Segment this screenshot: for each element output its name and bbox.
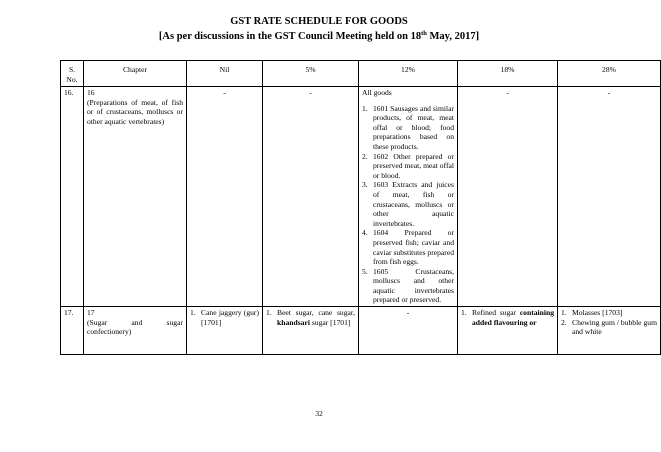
header-18-percent: 18%	[458, 61, 558, 87]
list-item: 1. Cane jaggery (gur) [1701]	[190, 308, 259, 327]
row16-12-percent	[359, 87, 458, 307]
row17-sno: 17.	[61, 307, 84, 355]
row16-5-percent: -	[263, 87, 359, 307]
row17-chapter-number: 17	[87, 308, 95, 318]
row17-chapter-description: (Sugar and sugar confectionery)	[87, 317, 183, 337]
row16-chapter-description: (Preparations of meat, of fish or of crustaceans, molluscs or other aquatic vertebrates)	[87, 97, 183, 126]
row17-5-percent	[263, 307, 359, 355]
header-sno: S. No.	[61, 61, 84, 87]
row16-18-percent: -	[458, 87, 558, 307]
subtitle-text-end: May, 2017]	[426, 31, 480, 42]
list-item: 4. 1604 Prepared or preserved fish; caviar and caviar substitutes prepared from fish eggs.	[362, 228, 454, 267]
list-item: 2. Chewing gum / bubble gum and white	[561, 317, 657, 337]
header-28-percent: 28%	[558, 61, 661, 87]
list-item: 1. Refined sugar containing added flavouring or	[461, 308, 554, 327]
row16-sno: 16.	[61, 87, 84, 307]
list-item: 1. Beet sugar, cane sugar, khandsari sugar [1701]	[266, 308, 355, 327]
row17-18-percent	[458, 307, 558, 355]
row17-chapter	[84, 307, 187, 355]
header-5-percent: 5%	[263, 61, 359, 87]
row16-28-percent: -	[558, 87, 661, 307]
row17-5-list	[266, 308, 355, 327]
header-12-percent: 12%	[359, 61, 458, 87]
list-item: 1. 1601 Sausages and similar products, of meat, meat offal or blood; food preparations based on these products.	[362, 103, 454, 151]
table-row	[61, 87, 661, 307]
row17-12-percent: -	[359, 307, 458, 355]
header-nil: Nil	[187, 61, 263, 87]
row16-nil: -	[187, 87, 263, 307]
row16-chapter-number: 16	[87, 88, 95, 97]
page-number: 32	[315, 409, 323, 418]
table-row	[61, 307, 661, 355]
row17-nil	[187, 307, 263, 355]
row17-nil-list	[190, 308, 259, 327]
rate-schedule-table	[60, 60, 661, 355]
document-subtitle	[0, 31, 638, 42]
row16-chapter	[84, 87, 187, 307]
row17-28-list	[561, 308, 657, 337]
row16-12-list	[362, 104, 454, 305]
table-header-row	[61, 61, 661, 87]
row16-12-intro: All goods	[362, 88, 392, 97]
document-title: GST RATE SCHEDULE FOR GOODS	[230, 16, 408, 27]
list-item: 5. 1605 Crustaceans, molluscs and other aquatic invertebrates prepared or preserved.	[362, 266, 454, 305]
list-item: 3. 1603 Extracts and juices of meat, fish or crustaceans, molluscs or other aquatic invertebrates.	[362, 180, 454, 228]
subtitle-superscript: th	[421, 30, 427, 37]
row17-18-list	[461, 308, 554, 327]
row17-28-percent	[558, 307, 661, 355]
list-item: 2. 1602 Other prepared or preserved meat, meat offal or blood.	[362, 151, 454, 180]
list-item: 1. Molasses [1703]	[561, 308, 623, 318]
header-chapter: Chapter	[84, 61, 187, 87]
subtitle-text: [As per discussions in the GST Council Meeting held on 18	[158, 31, 422, 42]
